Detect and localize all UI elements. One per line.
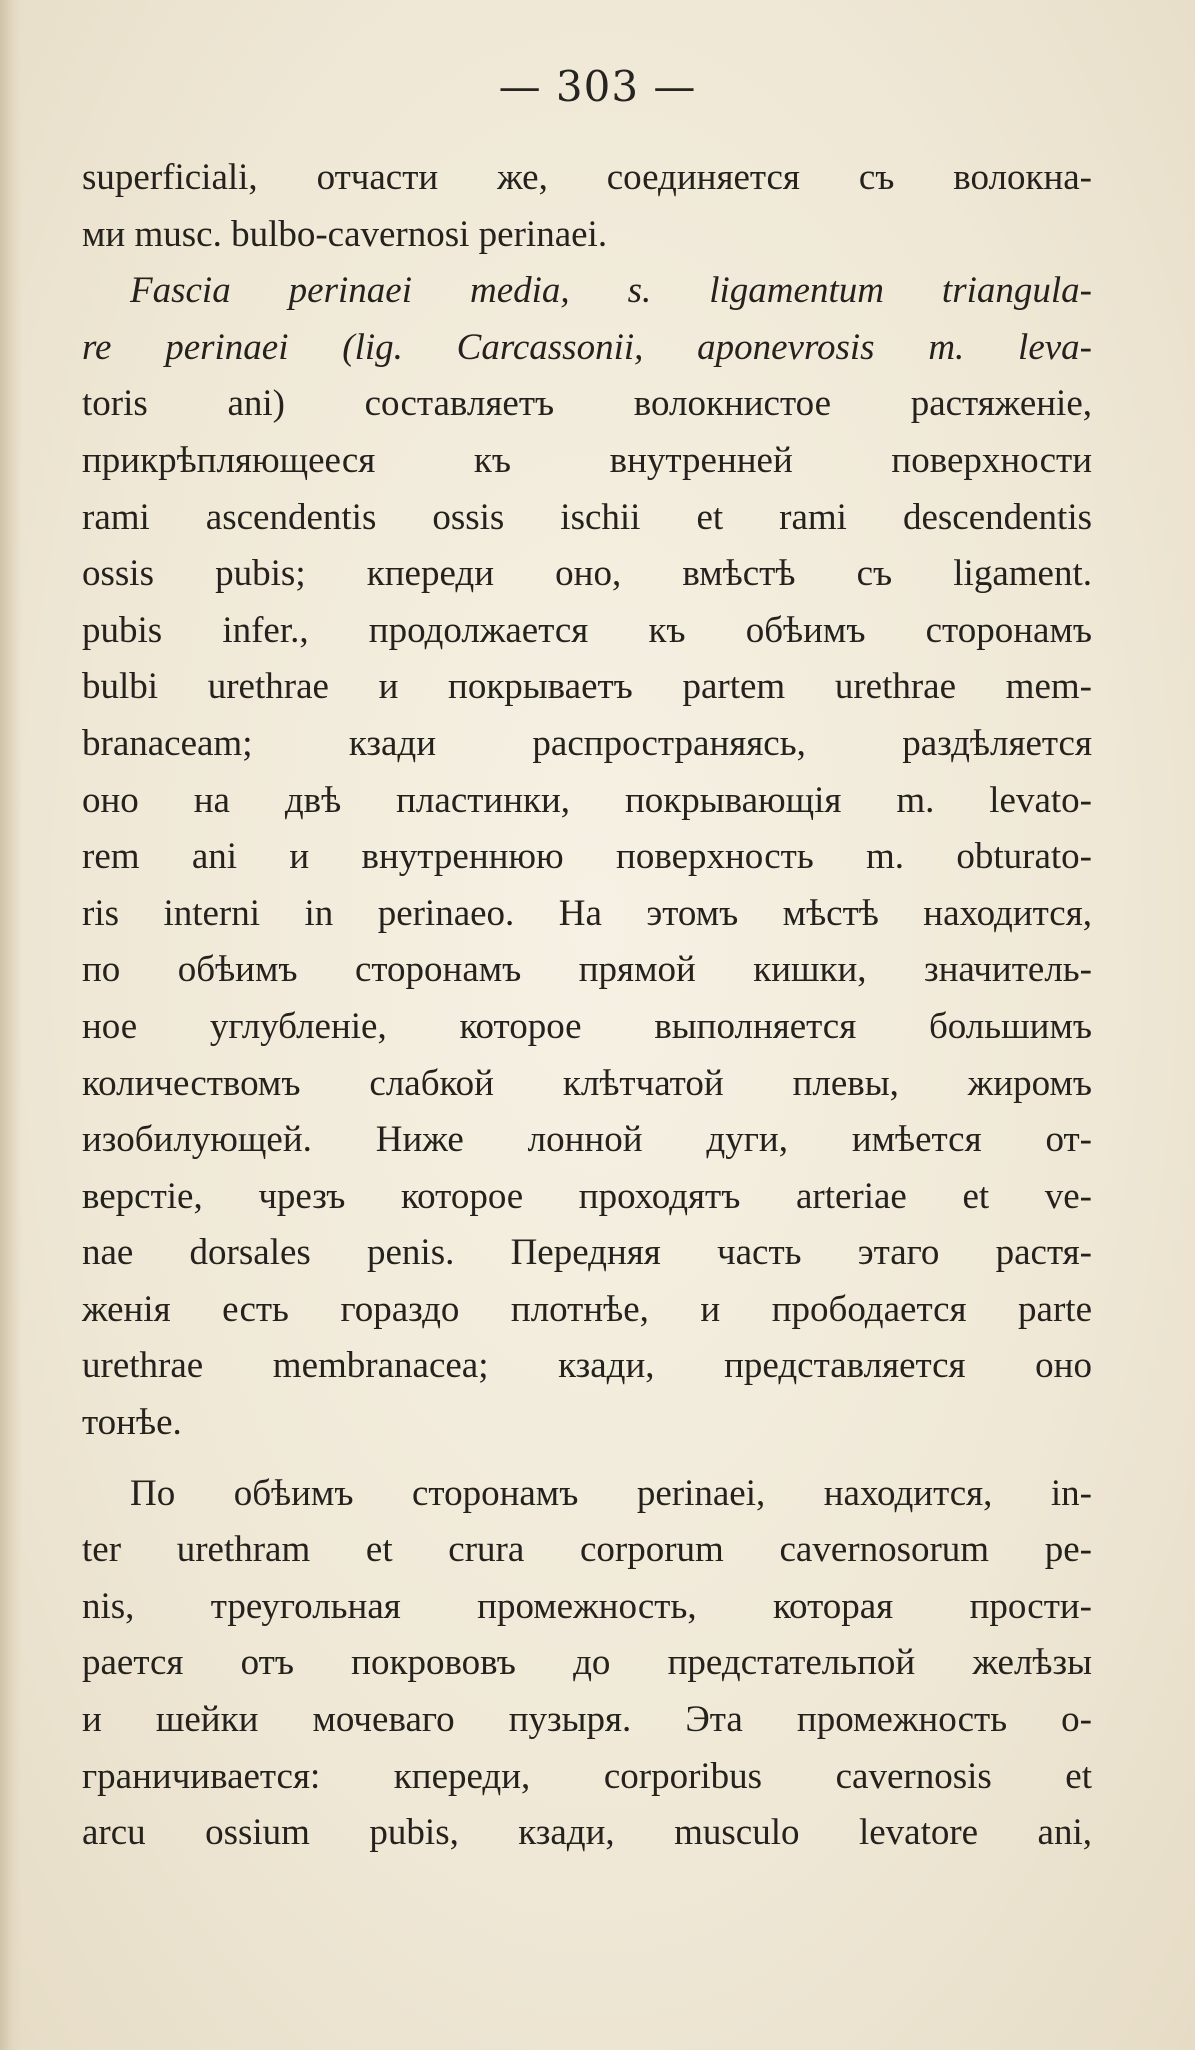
page-number: — 303 —	[498, 62, 697, 111]
text-line: тонѣе.	[82, 1402, 182, 1444]
paragraph-gap	[82, 1452, 1092, 1466]
text-line: по обѣимъ сторонамъ прямой кишки, значитель-	[82, 949, 1092, 991]
text-line: superficiali, отчасти же, соединяется съ волокна-	[82, 157, 1092, 198]
italic-term: Fascia perinaei media, s. ligamentum triangula-	[130, 270, 1092, 312]
text-line-italic-heading	[82, 320, 1092, 377]
text-line: ное углубленіе, которое выполняется большимъ	[82, 1005, 1092, 1047]
text-line: urethrae membranacea; кзади, представляется оно	[82, 1345, 1092, 1387]
text-line: rem ani и внутреннюю поверхность m. obturato-	[82, 836, 1092, 878]
text-line: женія есть гораздо плотнѣе, и прободается parte	[82, 1288, 1092, 1330]
text-line: nae dorsales penis. Передняя часть этаго растя-	[82, 1232, 1092, 1274]
text-line: ris interni in perinaeo. На этомъ мѣстѣ находится,	[82, 892, 1092, 934]
text-line: прикрѣпляющееся къ внутренней поверхности	[82, 439, 1092, 481]
text-line: ми musc. bulbo-cavernosi perinaei.	[82, 213, 608, 255]
text-line: branaceam; кзади распространяясь, раздѣляется	[82, 722, 1092, 764]
text-line: количествомъ слабкой клѣтчатой плевы, жиромъ	[82, 1062, 1092, 1104]
body-text	[82, 150, 1092, 1862]
text-line: ter urethram et crura corporum cavernosorum pe-	[82, 1529, 1092, 1571]
text-line: верстіе, чрезъ которое проходятъ arteriae et ve-	[82, 1175, 1092, 1217]
text-line: pubis infer., продолжается къ обѣимъ сторонамъ	[82, 609, 1092, 651]
paragraph-3	[82, 1466, 1092, 1862]
page-gutter-shadow	[0, 0, 22, 2050]
text-line: nis, треугольная промежность, которая прости-	[82, 1585, 1092, 1627]
paragraph-1	[82, 150, 1092, 263]
text-line: toris ani) составляетъ волокнистое растяженіе,	[82, 383, 1092, 425]
text-line: bulbi urethrae и покрываетъ partem urethrae mem-	[82, 666, 1092, 708]
text-line: и шейки мочеваго пузыря. Эта промежность о-	[82, 1699, 1092, 1741]
italic-term: re perinaei (lig. Carcassonii, aponevrosis m. leva-	[82, 326, 1092, 368]
text-line: По обѣимъ сторонамъ perinaei, находится, in-	[130, 1472, 1092, 1514]
text-line: рается отъ покрововъ до предстательпой желѣзы	[82, 1642, 1092, 1684]
text-line: rami ascendentis ossis ischii et rami descendentis	[82, 496, 1092, 538]
text-line-italic-heading	[82, 263, 1092, 320]
text-line: оно на двѣ пластинки, покрывающія m. levato-	[82, 779, 1092, 821]
text-line: граничивается: кпереди, corporibus cavernosis et	[82, 1755, 1092, 1797]
text-line: arcu ossium pubis, кзади, musculo levatore ani,	[82, 1812, 1092, 1854]
text-line: изобилующей. Ниже лонной дуги, имѣется от-	[82, 1119, 1092, 1161]
text-line: ossis pubis; кпереди оно, вмѣстѣ съ ligament.	[82, 553, 1092, 595]
paragraph-2	[82, 263, 1092, 1451]
